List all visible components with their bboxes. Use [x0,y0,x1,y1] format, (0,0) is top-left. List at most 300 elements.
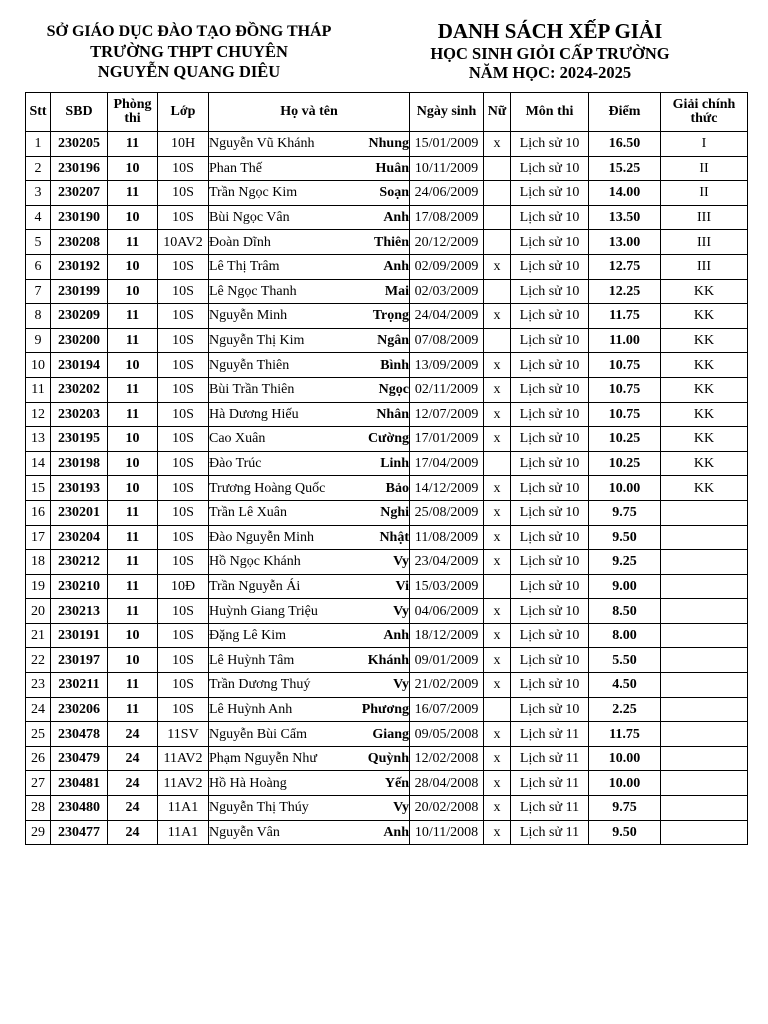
cell-score: 9.75 [589,796,661,821]
cell-dob: 16/07/2009 [410,697,484,722]
given-name: Anh [383,628,409,644]
cell-full-name [209,500,410,525]
cell-full-name [209,722,410,747]
cell-room: 24 [108,771,158,796]
cell-subject: Lịch sử 10 [511,279,589,304]
cell-class: 10S [158,648,209,673]
cell-room: 11 [108,550,158,575]
given-name: Anh [383,210,409,226]
cell-award: III [661,254,748,279]
cell-room: 11 [108,181,158,206]
school-name-line2: NGUYỄN QUANG DIÊU [97,62,281,81]
col-header-female: Nữ [484,93,511,132]
family-name: Trần Nguyễn Ái [209,578,301,594]
cell-score: 13.00 [589,230,661,255]
cell-female [484,451,511,476]
cell-sbd: 230201 [51,500,108,525]
cell-stt: 11 [26,377,51,402]
cell-room: 24 [108,796,158,821]
cell-subject: Lịch sử 10 [511,525,589,550]
table-row [26,451,748,476]
cell-sbd: 230198 [51,451,108,476]
cell-score: 8.50 [589,599,661,624]
cell-class: 10S [158,599,209,624]
cell-room: 24 [108,746,158,771]
cell-subject: Lịch sử 10 [511,500,589,525]
cell-female: x [484,722,511,747]
cell-dob: 28/04/2008 [410,771,484,796]
cell-award [661,673,748,698]
cell-class: 10H [158,132,209,157]
cell-female [484,697,511,722]
family-name: Lê Ngọc Thanh [209,283,297,299]
given-name: Bảo [385,480,409,496]
cell-stt: 29 [26,820,51,845]
cell-full-name [209,132,410,157]
cell-full-name [209,673,410,698]
cell-award: KK [661,353,748,378]
cell-class: 10S [158,279,209,304]
cell-dob: 11/08/2009 [410,525,484,550]
cell-dob: 20/12/2009 [410,230,484,255]
cell-subject: Lịch sử 10 [511,476,589,501]
cell-female: x [484,353,511,378]
cell-stt: 5 [26,230,51,255]
cell-sbd: 230478 [51,722,108,747]
table-row [26,205,748,230]
table-row [26,476,748,501]
table-header-row [26,93,748,132]
family-name: Đoàn Dĩnh [209,234,271,250]
cell-sbd: 230212 [51,550,108,575]
cell-full-name [209,279,410,304]
table-row [26,230,748,255]
cell-room: 11 [108,304,158,329]
table-row [26,722,748,747]
cell-dob: 02/03/2009 [410,279,484,304]
cell-full-name [209,304,410,329]
cell-score: 2.25 [589,697,661,722]
family-name: Trần Ngọc Kim [209,185,298,201]
cell-class: 10S [158,377,209,402]
cell-sbd: 230193 [51,476,108,501]
family-name: Cao Xuân [209,431,266,447]
cell-score: 10.00 [589,476,661,501]
cell-score: 12.75 [589,254,661,279]
cell-female [484,279,511,304]
cell-stt: 6 [26,254,51,279]
col-header-sbd: SBD [51,93,108,132]
cell-female: x [484,402,511,427]
cell-award [661,500,748,525]
table-row [26,574,748,599]
cell-award [661,746,748,771]
cell-class: 10S [158,451,209,476]
given-name: Anh [383,824,409,840]
cell-dob: 23/04/2009 [410,550,484,575]
col-header-subject: Môn thi [511,93,589,132]
table-row [26,623,748,648]
cell-dob: 12/02/2008 [410,746,484,771]
cell-sbd: 230196 [51,156,108,181]
cell-score: 10.25 [589,451,661,476]
family-name: Nguyễn Minh [209,308,288,324]
cell-score: 16.50 [589,132,661,157]
cell-class: 11A1 [158,796,209,821]
cell-female [484,328,511,353]
cell-stt: 17 [26,525,51,550]
cell-class: 10S [158,525,209,550]
cell-sbd: 230481 [51,771,108,796]
cell-dob: 25/08/2009 [410,500,484,525]
cell-class: 11AV2 [158,746,209,771]
cell-dob: 14/12/2009 [410,476,484,501]
cell-award [661,722,748,747]
cell-room: 10 [108,156,158,181]
cell-class: 10S [158,500,209,525]
family-name: Nguyễn Thiên [209,357,290,373]
cell-full-name [209,476,410,501]
cell-award: II [661,181,748,206]
cell-sbd: 230211 [51,673,108,698]
cell-award: KK [661,451,748,476]
cell-sbd: 230203 [51,402,108,427]
cell-class: 10S [158,181,209,206]
cell-score: 9.50 [589,525,661,550]
cell-full-name [209,402,410,427]
cell-class: 10S [158,623,209,648]
family-name: Phan Thế [209,160,263,176]
cell-class: 10S [158,476,209,501]
cell-score: 11.75 [589,722,661,747]
cell-award: II [661,156,748,181]
cell-female: x [484,599,511,624]
given-name: Bình [380,357,409,373]
family-name: Hà Dương Hiếu [209,406,299,422]
family-name: Huỳnh Giang Triệu [209,603,318,619]
cell-class: 10S [158,697,209,722]
family-name: Nguyễn Bùi Cẩm [209,726,307,742]
given-name: Khánh [367,652,409,668]
cell-award: I [661,132,748,157]
table-row [26,132,748,157]
cell-subject: Lịch sử 10 [511,623,589,648]
cell-room: 10 [108,648,158,673]
cell-full-name [209,451,410,476]
family-name: Lê Huỳnh Tâm [209,652,295,668]
cell-class: 10S [158,353,209,378]
cell-room: 11 [108,525,158,550]
table-row [26,181,748,206]
cell-full-name [209,156,410,181]
family-name: Đào Trúc [209,456,262,472]
cell-room: 24 [108,820,158,845]
cell-full-name [209,623,410,648]
cell-female: x [484,254,511,279]
cell-sbd: 230208 [51,230,108,255]
table-row [26,156,748,181]
given-name: Nghi [380,505,409,521]
cell-full-name [209,771,410,796]
family-name: Nguyễn Thị Kim [209,333,305,349]
cell-stt: 27 [26,771,51,796]
cell-award [661,796,748,821]
cell-full-name [209,599,410,624]
cell-room: 11 [108,673,158,698]
ranking-table [25,92,748,845]
table-row [26,525,748,550]
given-name: Quỳnh [367,751,409,767]
cell-sbd: 230480 [51,796,108,821]
cell-stt: 19 [26,574,51,599]
cell-subject: Lịch sử 10 [511,402,589,427]
given-name: Cường [367,431,409,447]
cell-full-name [209,648,410,673]
cell-award: KK [661,402,748,427]
cell-room: 11 [108,402,158,427]
cell-award [661,623,748,648]
cell-subject: Lịch sử 10 [511,550,589,575]
cell-dob: 18/12/2009 [410,623,484,648]
cell-full-name [209,377,410,402]
cell-room: 10 [108,254,158,279]
cell-score: 12.25 [589,279,661,304]
cell-subject: Lịch sử 10 [511,181,589,206]
table-row [26,796,748,821]
table-row [26,771,748,796]
family-name: Hồ Hà Hoàng [209,775,287,791]
cell-stt: 15 [26,476,51,501]
cell-full-name [209,230,410,255]
cell-female: x [484,132,511,157]
given-name: Giang [372,726,409,742]
cell-full-name [209,205,410,230]
cell-female [484,205,511,230]
table-row [26,648,748,673]
cell-sbd: 230206 [51,697,108,722]
cell-female: x [484,304,511,329]
table-body [26,132,748,845]
cell-stt: 2 [26,156,51,181]
cell-room: 11 [108,599,158,624]
cell-award [661,648,748,673]
cell-subject: Lịch sử 11 [511,820,589,845]
family-name: Đào Nguyễn Minh [209,529,314,545]
cell-dob: 20/02/2008 [410,796,484,821]
cell-class: 10S [158,254,209,279]
cell-sbd: 230205 [51,132,108,157]
family-name: Phạm Nguyễn Như [209,751,317,767]
cell-sbd: 230202 [51,377,108,402]
cell-subject: Lịch sử 10 [511,377,589,402]
family-name: Trần Dương Thuý [209,677,311,693]
cell-stt: 4 [26,205,51,230]
cell-full-name [209,427,410,452]
cell-subject: Lịch sử 10 [511,230,589,255]
cell-class: 10Đ [158,574,209,599]
cell-dob: 02/11/2009 [410,377,484,402]
cell-subject: Lịch sử 10 [511,427,589,452]
given-name: Phương [361,701,409,717]
table-row [26,746,748,771]
cell-dob: 15/03/2009 [410,574,484,599]
cell-full-name [209,697,410,722]
table-row [26,304,748,329]
cell-subject: Lịch sử 10 [511,254,589,279]
cell-stt: 23 [26,673,51,698]
col-header-score: Điểm [589,93,661,132]
cell-award [661,525,748,550]
cell-full-name [209,550,410,575]
cell-award [661,550,748,575]
cell-score: 10.00 [589,746,661,771]
cell-room: 10 [108,476,158,501]
issuer-block [30,22,348,82]
cell-stt: 10 [26,353,51,378]
cell-sbd: 230200 [51,328,108,353]
cell-award: KK [661,304,748,329]
cell-stt: 25 [26,722,51,747]
cell-female: x [484,476,511,501]
cell-female [484,230,511,255]
cell-subject: Lịch sử 11 [511,771,589,796]
cell-full-name [209,328,410,353]
family-name: Đặng Lê Kim [209,628,286,644]
cell-award [661,771,748,796]
cell-stt: 24 [26,697,51,722]
cell-class: 11A1 [158,820,209,845]
cell-award [661,599,748,624]
cell-stt: 20 [26,599,51,624]
cell-subject: Lịch sử 11 [511,746,589,771]
cell-score: 10.00 [589,771,661,796]
cell-full-name [209,181,410,206]
cell-dob: 10/11/2009 [410,156,484,181]
cell-female: x [484,673,511,698]
cell-subject: Lịch sử 10 [511,648,589,673]
cell-class: 10S [158,205,209,230]
cell-stt: 3 [26,181,51,206]
cell-award: III [661,205,748,230]
cell-female: x [484,377,511,402]
cell-dob: 15/01/2009 [410,132,484,157]
given-name: Vy [393,677,409,693]
cell-stt: 9 [26,328,51,353]
family-name: Nguyễn Vũ Khánh [209,136,315,152]
cell-score: 10.75 [589,353,661,378]
cell-dob: 09/05/2008 [410,722,484,747]
cell-female [484,156,511,181]
cell-dob: 07/08/2009 [410,328,484,353]
cell-female: x [484,500,511,525]
cell-room: 11 [108,377,158,402]
cell-full-name [209,525,410,550]
cell-class: 10S [158,402,209,427]
cell-subject: Lịch sử 11 [511,722,589,747]
cell-room: 10 [108,279,158,304]
cell-sbd: 230209 [51,304,108,329]
cell-class: 10S [158,673,209,698]
document-title: DANH SÁCH XẾP GIẢI [437,19,663,43]
given-name: Huân [375,160,409,176]
given-name: Thiên [373,234,409,250]
cell-score: 15.25 [589,156,661,181]
cell-score: 14.00 [589,181,661,206]
cell-female [484,574,511,599]
cell-score: 13.50 [589,205,661,230]
cell-room: 11 [108,697,158,722]
cell-class: 10S [158,156,209,181]
cell-sbd: 230479 [51,746,108,771]
cell-female: x [484,771,511,796]
given-name: Nhân [376,406,409,422]
cell-subject: Lịch sử 10 [511,205,589,230]
cell-class: 10S [158,328,209,353]
cell-dob: 10/11/2008 [410,820,484,845]
family-name: Bùi Trần Thiên [209,382,295,398]
cell-score: 9.00 [589,574,661,599]
table-row [26,254,748,279]
cell-sbd: 230195 [51,427,108,452]
cell-stt: 14 [26,451,51,476]
cell-room: 11 [108,500,158,525]
cell-female: x [484,796,511,821]
family-name: Nguyễn Vân [209,824,280,840]
given-name: Anh [383,259,409,275]
given-name: Vi [395,578,409,594]
cell-female: x [484,623,511,648]
cell-sbd: 230207 [51,181,108,206]
table-row [26,377,748,402]
cell-subject: Lịch sử 10 [511,132,589,157]
given-name: Vy [393,800,409,816]
cell-dob: 17/04/2009 [410,451,484,476]
table-row [26,279,748,304]
cell-subject: Lịch sử 10 [511,328,589,353]
cell-female: x [484,820,511,845]
family-name: Bùi Ngọc Vân [209,210,290,226]
cell-room: 10 [108,427,158,452]
cell-award [661,697,748,722]
cell-full-name [209,574,410,599]
cell-stt: 7 [26,279,51,304]
given-name: Linh [380,456,409,472]
cell-sbd: 230204 [51,525,108,550]
cell-full-name [209,746,410,771]
cell-sbd: 230192 [51,254,108,279]
cell-sbd: 230199 [51,279,108,304]
cell-award: KK [661,328,748,353]
cell-class: 10S [158,550,209,575]
cell-class: 11AV2 [158,771,209,796]
given-name: Mai [384,283,409,299]
cell-class: 10S [158,427,209,452]
cell-stt: 1 [26,132,51,157]
table-row [26,500,748,525]
cell-score: 10.75 [589,377,661,402]
title-block [400,18,700,82]
cell-full-name [209,820,410,845]
cell-subject: Lịch sử 11 [511,796,589,821]
cell-class: 10AV2 [158,230,209,255]
cell-class: 11SV [158,722,209,747]
table-row [26,550,748,575]
cell-dob: 09/01/2009 [410,648,484,673]
cell-score: 10.25 [589,427,661,452]
school-year: NĂM HỌC: 2024-2025 [468,63,632,82]
cell-award: KK [661,377,748,402]
cell-score: 9.75 [589,500,661,525]
